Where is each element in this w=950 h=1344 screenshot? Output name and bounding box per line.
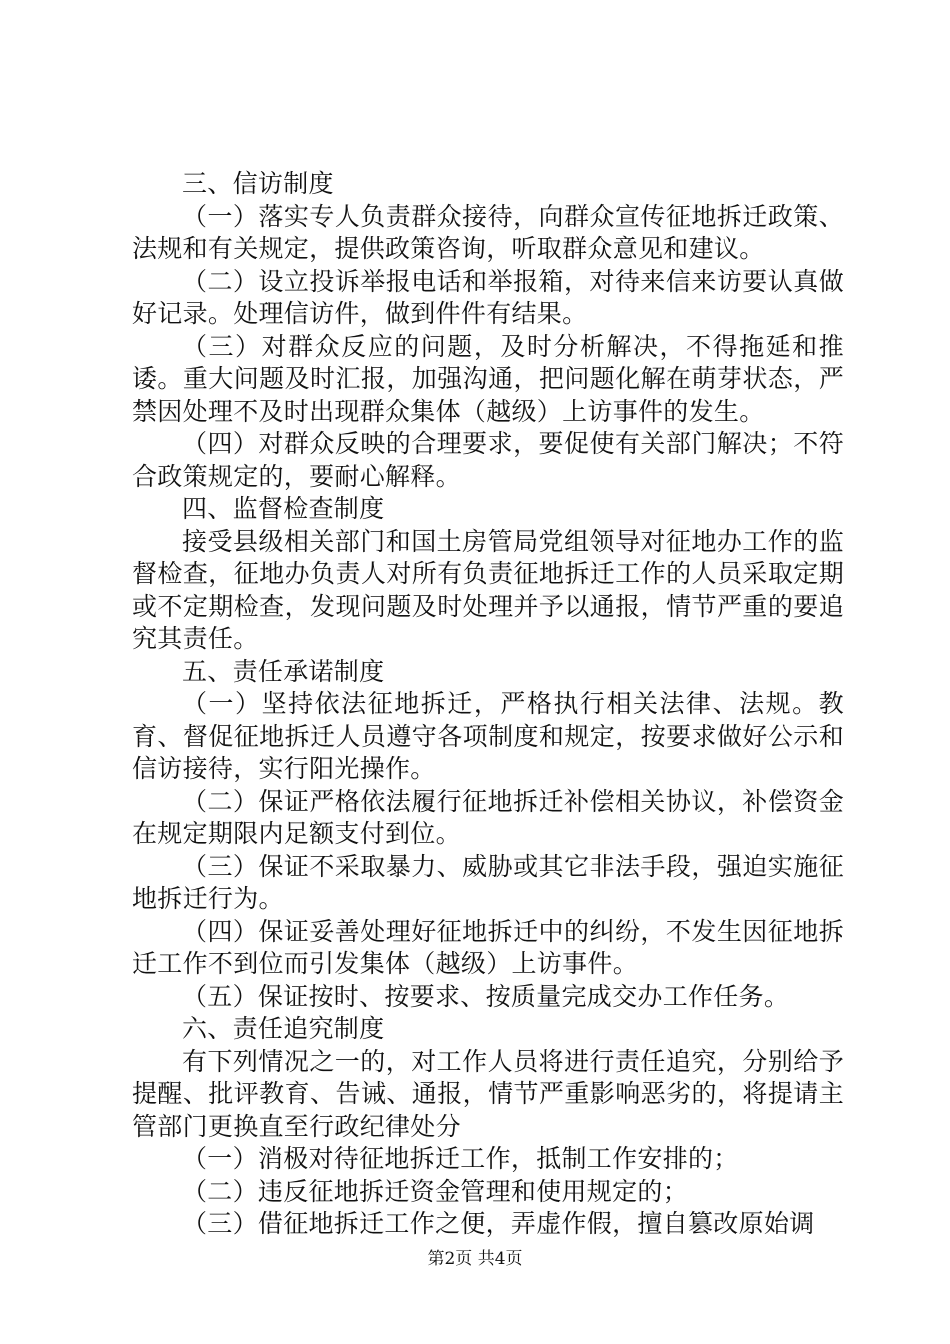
paragraph: （四）对群众反映的合理要求，要促使有关部门解决；不符合政策规定的，要耐心解释。	[132, 429, 844, 491]
page-number-footer: 第2页 共4页	[427, 1249, 523, 1269]
document-body	[132, 168, 844, 1241]
paragraph: （二）设立投诉举报电话和举报箱，对待来信来访要认真做好记录。处理信访件，做到件件有结果。	[132, 266, 844, 328]
paragraph: （五）保证按时、按要求、按质量完成交办工作任务。	[182, 981, 790, 1011]
paragraph: （三）保证不采取暴力、威胁或其它非法手段，强迫实施征地拆迁行为。	[132, 851, 844, 913]
paragraph: （二）保证严格依法履行征地拆迁补偿相关协议，补偿资金在规定期限内足额支付到位。	[132, 786, 844, 848]
section-heading: 六、责任追究制度	[182, 1014, 385, 1043]
section-heading: 四、监督检查制度	[182, 494, 385, 523]
paragraph: （三）对群众反应的问题，及时分析解决，不得拖延和推诿。重大问题及时汇报，加强沟通，把问题化解在萌芽状态，严禁因处理不及时出现群众集体（越级）上访事件的发生。	[132, 331, 844, 426]
paragraph: （二）违反征地拆迁资金管理和使用规定的；	[182, 1176, 689, 1206]
section-heading: 五、责任承诺制度	[182, 656, 385, 686]
paragraph: （一）消极对待征地拆迁工作，抵制工作安排的；	[182, 1144, 739, 1173]
paragraph: （三）借征地拆迁工作之便，弄虚作假，擅自篡改原始调	[182, 1209, 815, 1238]
paragraph: 有下列情况之一的，对工作人员将进行责任追究，分别给予提醒、批评教育、告诫、通报，情节严重影响恶劣的，将提请主管部门更换直至行政纪律处分	[132, 1046, 844, 1141]
section-heading: 三、信访制度	[182, 169, 334, 198]
paragraph: （一）坚持依法征地拆迁，严格执行相关法律、法规。教育、督促征地拆迁人员遵守各项制度和规定，按要求做好公示和信访接待，实行阳光操作。	[132, 689, 844, 783]
paragraph: 接受县级相关部门和国土房管局党组领导对征地办工作的监督检查，征地办负责人对所有负责征地拆迁工作的人员采取定期或不定期检查，发现问题及时处理并予以通报，情节严重的要追究其责任。	[132, 526, 844, 653]
paragraph: （一）落实专人负责群众接待，向群众宣传征地拆迁政策、法规和有关规定，提供政策咨询，听取群众意见和建议。	[132, 201, 844, 263]
paragraph: （四）保证妥善处理好征地拆迁中的纠纷，不发生因征地拆迁工作不到位而引发集体（越级）上访事件。	[132, 916, 844, 978]
